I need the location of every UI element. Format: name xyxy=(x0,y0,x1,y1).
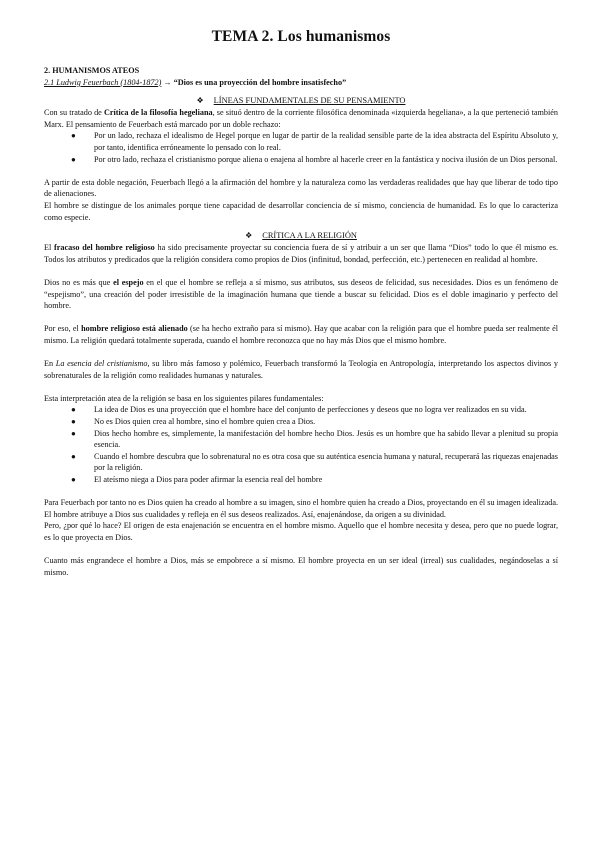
bullet-icon: ● xyxy=(71,428,76,438)
alienado-bold: hombre religioso está alienado xyxy=(81,324,188,334)
fracaso-before: El xyxy=(44,243,55,253)
list-item xyxy=(71,154,558,166)
esencia-paragraph xyxy=(44,358,558,381)
section-heading: 2. HUMANISMOS ATEOS xyxy=(44,66,140,75)
bullet-icon: ● xyxy=(71,475,76,484)
author-heading: 2.1 Ludwig Feuerbach (1804-1872) xyxy=(44,77,162,87)
esencia-before: En xyxy=(44,359,56,369)
fracaso-after: ha sido precisamente proyectar su conciencia fuera de sí y atribuir a un ser que llama “Dios” todo lo que él mismo es. Todos los atributos y predicados que la religión considera como propios de Dios (infinitud, bondad, perfección, etc.) pertenecen en realidad al hombre. xyxy=(44,243,558,264)
intro-text-before: Con su tratado de xyxy=(44,108,104,118)
list-item xyxy=(71,451,558,474)
espejo-paragraph xyxy=(44,277,558,312)
feuerbach-paragraph: Para Feuerbach por tanto no es Dios quien ha creado al hombre a su imagen, sino el hombre quien ha creado a Dios, proyectando en él su imagen idealizada. El hombre atribuye a Dios sus cualidades y refleja en él sus deseos realizados. Así, enajenándose, da origen a su divinidad. xyxy=(44,498,558,519)
list-item-text: Por un lado, rechaza el idealismo de Hegel porque en lugar de partir de la realidad sensible parte de la idea abstracta del Espíritu Absoluto y, por tanto, identifica erróneamente lo pensado con lo real. xyxy=(94,131,558,152)
heading-critica xyxy=(44,230,558,242)
espejo-after: en el que el hombre se refleja a sí mismo, sus atributos, sus deseos de felicidad, sus necesidades. Dios es un fenómeno de “espejismo”, una creación del poder irresistible de la imaginación humana que tiende a buscar su felicidad. Dios es el doble imaginario y perfecto del hombre. xyxy=(44,277,558,311)
list-item xyxy=(71,416,558,428)
esencia-after: su libro más famoso y polémico, Feuerbach transformó la Teología en Antropología, interpretando los aspectos divinos y sobrenaturales de la religión como realidades humanas y naturales. xyxy=(44,359,558,380)
list-item-text: La idea de Dios es una proyección que el hombre hace del conjunto de perfecciones y deseos que no logra ver realizados en su vida. xyxy=(94,405,527,415)
bullet-icon: ● xyxy=(71,131,76,141)
heading-lineas-text: LÍNEAS FUNDAMENTALES DE SU PENSAMIENTO xyxy=(213,96,406,106)
species-paragraph: El hombre se distingue de los animales porque tiene capacidad de desarrollar conciencia de sí mismo, conciencia de humanidad. Es lo que lo caracteriza como especie. xyxy=(44,200,558,222)
bullet-icon: ● xyxy=(71,417,76,427)
alienado-paragraph xyxy=(44,323,558,346)
list-item-text: Por otro lado, rechaza el cristianismo porque aliena o enajena al hombre al hacerle creer en la fantástica y nociva ilusión de un Dios personal. xyxy=(94,154,558,164)
heading-lineas xyxy=(44,95,558,107)
list-item xyxy=(71,130,558,153)
diamond-bullet-icon: ❖ xyxy=(196,96,204,106)
list-item xyxy=(71,474,558,486)
document-page xyxy=(44,28,558,578)
espejo-before: Dios no es más que xyxy=(44,277,114,287)
list-item-text: El ateísmo niega a Dios para poder afirmar la esencia real del hombre xyxy=(94,475,323,484)
fracaso-bold: fracaso del hombre religioso xyxy=(54,243,155,253)
esencia-italic: La esencia del cristianismo, xyxy=(55,359,150,369)
rejection-list xyxy=(44,130,558,165)
list-item xyxy=(71,428,558,451)
affirmation-paragraph: A partir de esta doble negación, Feuerbach llegó a la afirmación del hombre y la naturaleza como las verdaderas realidades que hay que liberar de todo tipo de alienaciones. xyxy=(44,177,558,199)
alienado-before: Por eso, el xyxy=(44,324,82,334)
bullet-icon: ● xyxy=(71,451,76,461)
cuanto-paragraph: Cuanto más engrandece el hombre a Dios, más se empobrece a sí mismo. El hombre proyecta en un ser ideal (irreal) sus cualidades, negándoselas a sí mismo. xyxy=(44,556,558,577)
intro-text-after: , se situó dentro de la corriente filosófica denominada «izquierda hegeliana», a la que perteneció también Marx. El pensamiento de Feuerbach está marcado por un doble rechazo: xyxy=(44,108,559,129)
intro-paragraph xyxy=(44,107,558,130)
list-item-text: Cuando el hombre descubra que lo sobrenatural no es otra cosa que su auténtica esencia humana y natural, recuperará las riquezas enajenadas por la religión. xyxy=(94,451,558,473)
porque-paragraph: Pero, ¿por qué lo hace? El origen de esta enajenación se encuentra en el hombre mismo. Aquello que el hombre necesita y desea, pero que no puede lograr, es lo que proyecta en Dios. xyxy=(44,521,558,542)
diamond-bullet-icon: ❖ xyxy=(245,231,253,241)
pilares-paragraph: Esta interpretación atea de la religión se basa en los siguientes pilares fundamentales: xyxy=(44,393,324,403)
arrow-icon: → xyxy=(163,77,172,87)
page-title: TEMA 2. Los humanismos xyxy=(211,28,391,45)
heading-critica-text: CRÍTICA A LA RELIGIÓN xyxy=(262,231,357,241)
bullet-icon: ● xyxy=(71,154,76,164)
subheading xyxy=(44,77,558,89)
subheading-quote: “Dios es una proyección del hombre insatisfecho” xyxy=(173,77,347,87)
list-item-text: Dios hecho hombre es, simplemente, la manifestación del hombre hecho Dios. Jesús es un hombre que ha sabido llevar a plenitud su propia esencia. xyxy=(94,428,558,450)
bullet-icon: ● xyxy=(71,405,76,415)
alienado-after: (se ha hecho extraño para sí mismo). Hay que acabar con la religión para que el hombre pueda ser realmente él mismo. La religión quedará totalmente superada, cuando el hombre reconozca que no hay más Dios que el mismo hombre. xyxy=(44,324,558,345)
list-item-text: No es Dios quien crea al hombre, sino el hombre quien crea a Dios. xyxy=(94,417,316,427)
espejo-bold: el espejo xyxy=(113,277,144,287)
fracaso-paragraph xyxy=(44,242,558,265)
pillars-list xyxy=(44,404,558,485)
list-item xyxy=(71,404,558,416)
intro-bold: Crítica de la filosofía hegeliana xyxy=(103,108,213,118)
